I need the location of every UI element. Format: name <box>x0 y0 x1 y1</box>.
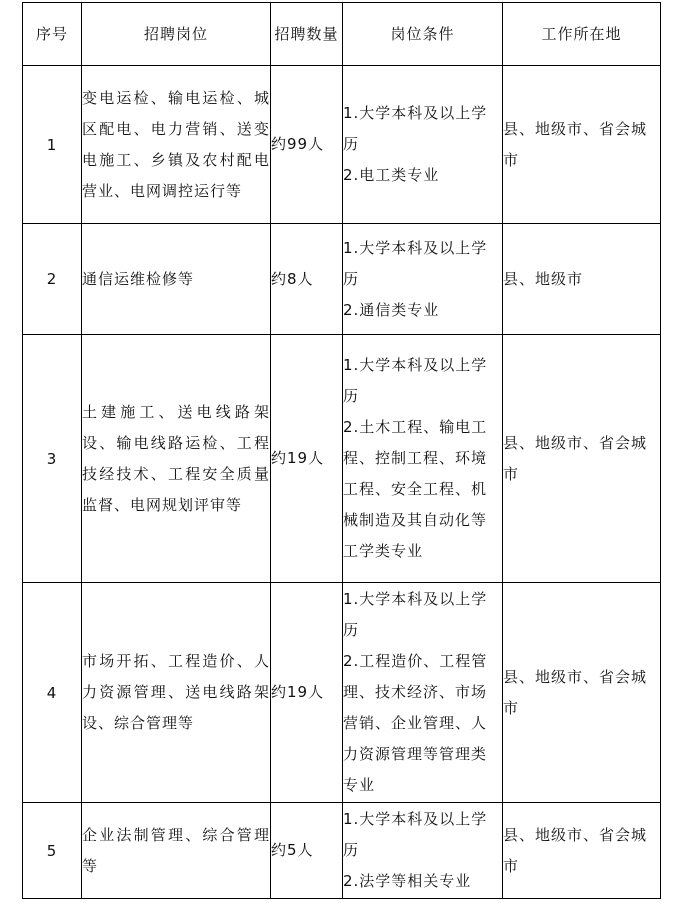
cell-position: 市场开拓、工程造价、人力资源管理、送电线路架设、综合管理等 <box>82 583 271 803</box>
cell-quantity: 约19人 <box>271 583 343 803</box>
cell-requirements <box>343 66 503 224</box>
table-row <box>23 335 661 583</box>
cell-location: 县、地级市、省会城市 <box>503 66 661 224</box>
cell-quantity: 约99人 <box>271 66 343 224</box>
cell-seq: 3 <box>23 335 82 583</box>
cell-seq: 2 <box>23 224 82 335</box>
requirement-education: 1.大学本科及以上学历 <box>343 104 488 153</box>
header-quantity: 招聘数量 <box>271 3 343 66</box>
cell-quantity: 约8人 <box>271 224 343 335</box>
recruitment-table <box>22 2 661 899</box>
cell-location: 县、地级市、省会城市 <box>503 335 661 583</box>
requirement-education: 1.大学本科及以上学历 <box>343 356 488 405</box>
cell-seq: 1 <box>23 66 82 224</box>
cell-quantity: 约19人 <box>271 335 343 583</box>
requirement-education: 1.大学本科及以上学历 <box>343 590 488 639</box>
requirement-major: 2.通信类专业 <box>343 300 440 319</box>
requirement-major: 2.土木工程、输电工程、控制工程、环境工程、安全工程、机械制造及其自动化等工学类专业 <box>343 418 488 560</box>
requirement-education: 1.大学本科及以上学历 <box>343 238 488 288</box>
requirement-major: 2.电工类专业 <box>343 166 440 184</box>
cell-position: 企业法制管理、综合管理等 <box>82 803 271 899</box>
header-location: 工作所在地 <box>503 3 661 66</box>
requirement-major: 2.法学等相关专业 <box>343 872 472 890</box>
cell-position: 通信运维检修等 <box>82 224 271 335</box>
cell-requirements <box>343 224 503 335</box>
cell-location: 县、地级市 <box>503 224 661 335</box>
cell-position: 变电运检、输电运检、城区配电、电力营销、送变电施工、乡镇及农村配电营业、电网调控运行等 <box>82 66 271 224</box>
cell-requirements <box>343 803 503 899</box>
requirement-education: 1.大学本科及以上学历 <box>343 810 488 859</box>
header-requirements: 岗位条件 <box>343 3 503 66</box>
table-row <box>23 224 661 335</box>
table-row <box>23 583 661 803</box>
cell-position: 土建施工、送电线路架设、输电线路运检、工程技经技术、工程安全质量监督、电网规划评审等 <box>82 335 271 583</box>
requirement-major: 2.工程造价、工程管理、技术经济、市场营销、企业管理、人力资源管理等管理类专业 <box>343 652 488 794</box>
cell-location: 县、地级市、省会城市 <box>503 803 661 899</box>
cell-quantity: 约5人 <box>271 803 343 899</box>
table-row <box>23 66 661 224</box>
header-position: 招聘岗位 <box>82 3 271 66</box>
cell-location: 县、地级市、省会城市 <box>503 583 661 803</box>
cell-requirements <box>343 335 503 583</box>
cell-seq: 5 <box>23 803 82 899</box>
table-header-row <box>23 3 661 66</box>
cell-requirements <box>343 583 503 803</box>
header-seq: 序号 <box>23 3 82 66</box>
table-row <box>23 803 661 899</box>
cell-seq: 4 <box>23 583 82 803</box>
